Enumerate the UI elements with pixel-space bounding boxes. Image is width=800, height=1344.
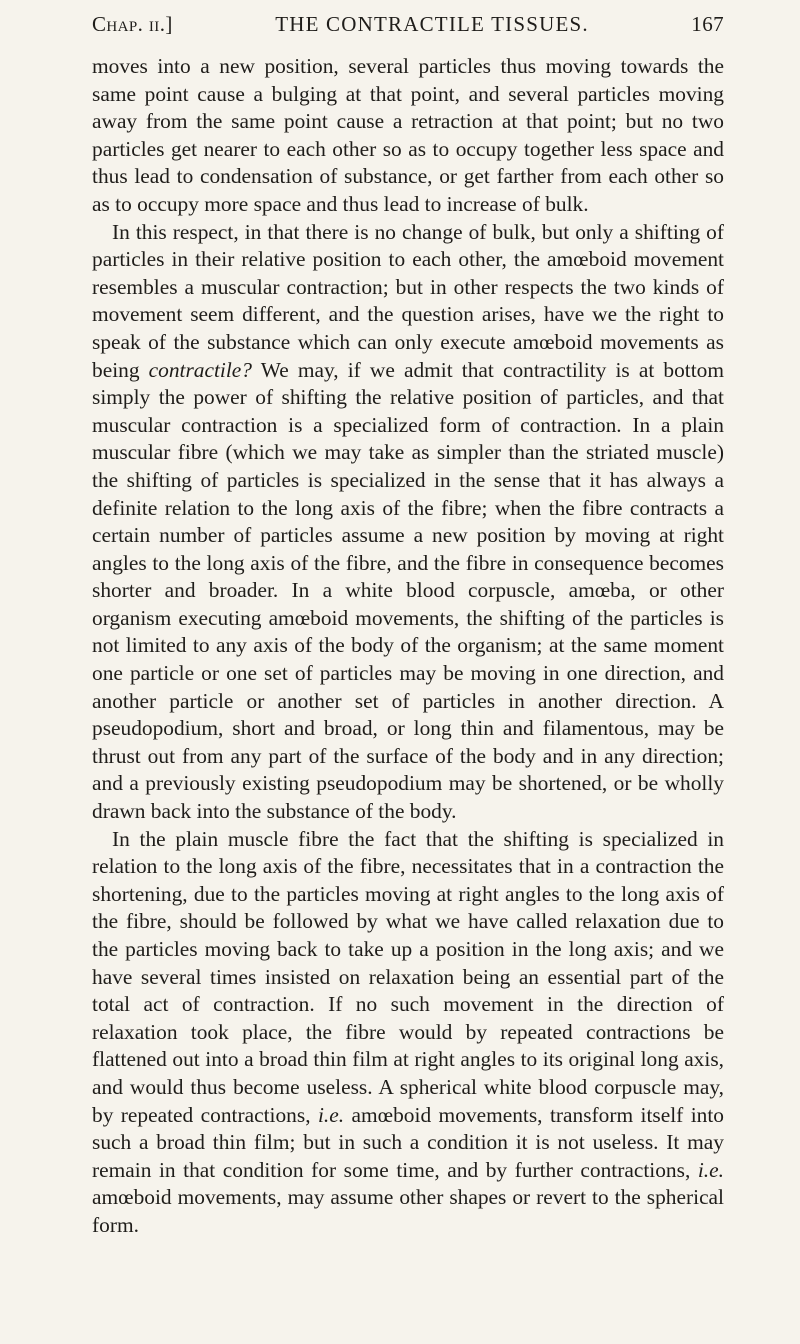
italic-run: i.e. bbox=[317, 1102, 345, 1127]
body-text bbox=[92, 53, 724, 1240]
page-number: 167 bbox=[691, 12, 724, 36]
text-run: We may, if we admit that contractility is at bottom simply the power of shifting the relative position of particles, and that muscular contraction is a specialized form of contraction. In a plain muscular fibre (which we may take as simpler than the striated muscle) the shifting of particles is specialized in the sense that it has always a definite relation to the long axis of the fibre; when the fibre contracts a certain number of particles assume a new position by moving at right angles to the long axis of the fibre, and the fibre in consequence becomes shorter and broader. In a white blood corpuscle, amœba, or other organism executing amœboid movements, the shifting of the particles is not limited to any axis of the body of the organism; at the same moment one particle or one set of particles may be moving in one direction, and another particle or another set of particles in another direction. A pseudopodium, short and broad, or long thin and filamentous, may be thrust out from any part of the surface of the body and in any direction; and a previously existing pseudopodium may be shortened, or be wholly drawn back into the substance of the body. bbox=[92, 357, 724, 824]
text-run: In the plain muscle fibre the fact that the shifting is specialized in relation to the long axis of the fibre, necessitates that in a contraction the shortening, due to the particles moving at right angles to the long axis of the fibre, should be followed by what we have called relaxation due to the particles moving back to take up a position in the long axis; and we have several times insisted on relaxation being an essential part of the total act of contraction. If no such movement in the direction of relaxation took place, the fibre would by repeated contractions be flattened out into a broad thin film at right angles to its original long axis, and would thus become useless. A spherical white blood corpuscle may, by repeated contractions, bbox=[92, 826, 724, 1127]
text-run: amœboid movements, transform itself into such a broad thin film; but in such a condition it is not useless. It may remain in that condition for some time, and by further contractions, bbox=[92, 1102, 724, 1182]
italic-run: contractile? bbox=[148, 357, 253, 382]
italic-run: i.e. bbox=[697, 1157, 724, 1182]
paragraph bbox=[92, 53, 724, 219]
chapter-label: Chap. ii.] bbox=[92, 12, 173, 36]
paragraph bbox=[92, 219, 724, 826]
chapter-title: THE CONTRACTILE TISSUES. bbox=[275, 12, 589, 36]
running-head bbox=[92, 12, 724, 48]
text-run: moves into a new position, several particles thus moving towards the same point cause a bulging at that point, and several particles moving away from the same point cause a retraction at that point; but no two particles get nearer to each other so as to occupy together less space and thus lead to condensation of substance, or get farther from each other so as to occupy more space and thus lead to increase of bulk. bbox=[92, 54, 724, 216]
text-run: amœboid movements, may assume other shapes or revert to the spherical form. bbox=[92, 1185, 724, 1237]
paragraph bbox=[92, 826, 724, 1240]
text-run: In this respect, in that there is no change of bulk, but only a shifting of particles in their relative position to each other, the amœboid movement resembles a muscular contraction; but in other respects the two kinds of movement seem different, and the question arises, have we the right to speak of the substance which can only execute amœboid movements as being bbox=[92, 219, 724, 382]
